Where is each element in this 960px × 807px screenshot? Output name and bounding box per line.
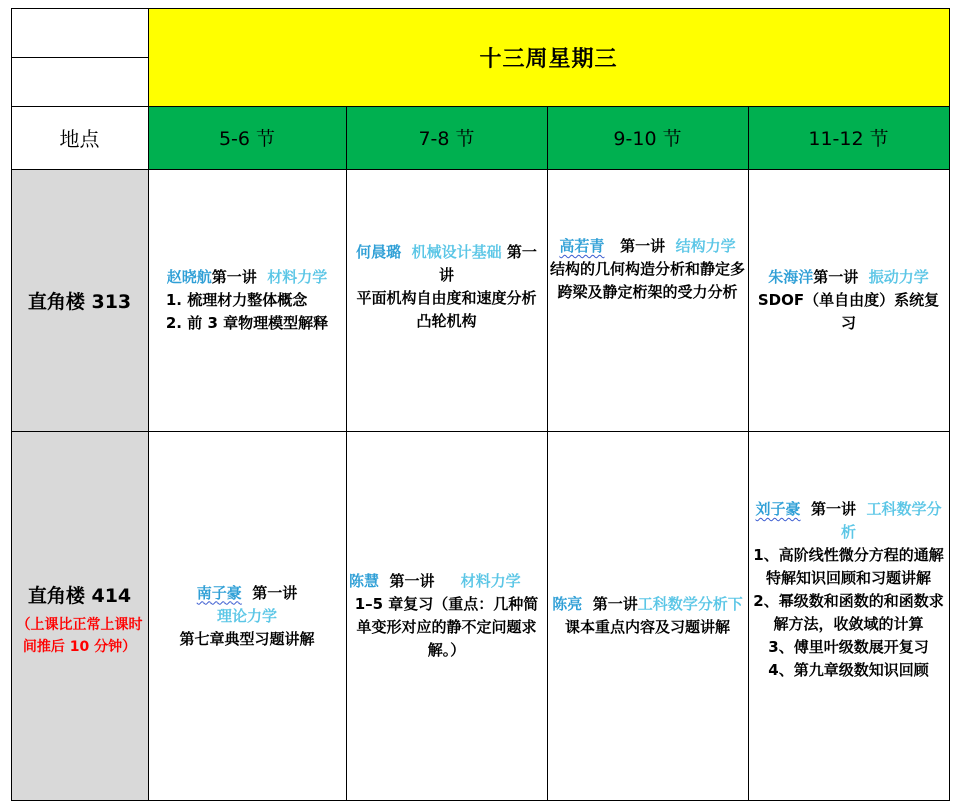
- class-heading: [349, 241, 544, 287]
- lecture-label: 第一讲: [813, 267, 859, 286]
- class-cell-414-p56: [148, 431, 346, 801]
- class-description: 1–5 章复习（重点：几种简单变形对应的静不定问题求解。）: [354, 595, 539, 659]
- topic-item: 3、傅里叶级数展开复习: [768, 638, 929, 656]
- room-name-313: 直角楼 313: [27, 290, 132, 313]
- class-cell-313-p910: [547, 169, 748, 431]
- class-cell-313-p1112: [748, 169, 949, 431]
- lecture-label: 第一讲: [211, 267, 257, 286]
- class-cell-414-p910: [547, 431, 748, 801]
- teacher-name: 陈亮: [552, 595, 583, 613]
- period-header-2: [346, 106, 547, 169]
- location-label: 地点: [59, 127, 100, 151]
- period-header-3: [547, 106, 748, 169]
- class-heading: [550, 235, 745, 258]
- class-heading: [751, 266, 946, 289]
- grid-line: [11, 57, 148, 58]
- topic-item: 1. 梳理材力整体概念: [165, 290, 308, 309]
- grid-line: [748, 106, 749, 801]
- teacher-name: 南子豪: [196, 583, 242, 602]
- course-name: 振动力学: [868, 267, 929, 286]
- lecture-label: 第一讲: [810, 500, 856, 518]
- class-cell-313-p56: [148, 169, 346, 431]
- period-header-1: [148, 106, 346, 169]
- teacher-name: 高若青: [559, 237, 605, 255]
- teacher-name: 朱海洋: [768, 267, 814, 286]
- course-name: 工科数学分析下: [637, 595, 743, 613]
- grid-line: [11, 169, 949, 170]
- grid-line: [547, 106, 548, 801]
- class-heading: [151, 582, 343, 605]
- room-name-414: 直角楼 414: [27, 584, 132, 607]
- class-cell-414-p78: [346, 431, 547, 801]
- class-heading: [349, 570, 544, 593]
- course-name: 材料力学: [460, 572, 521, 590]
- room-cell-414: [11, 431, 148, 801]
- class-description: 课本重点内容及习题讲解: [564, 618, 730, 636]
- class-heading: [550, 593, 745, 616]
- class-description: SDOF（单自由度）系统复习: [757, 290, 940, 332]
- period-label: 7-8 节: [418, 128, 475, 150]
- grid-line: [148, 8, 149, 801]
- course-name: 工科数学分析: [840, 500, 942, 541]
- lecture-label: 第一讲: [438, 243, 537, 284]
- class-cell-414-p1112: [748, 431, 949, 801]
- class-description: 结构的几何构造分析和静定多跨梁及静定桁架的受力分析: [550, 260, 746, 301]
- teacher-name: 赵晓航: [166, 267, 212, 286]
- topic-item: 1、高阶线性微分方程的通解特解知识回顾和习题讲解: [753, 546, 944, 587]
- grid-line: [346, 106, 347, 801]
- class-heading: [751, 498, 946, 544]
- course-line: [151, 605, 343, 628]
- class-heading: [151, 266, 343, 289]
- schedule-title: 十三周星期三: [479, 46, 618, 72]
- room-cell-313: [11, 169, 148, 431]
- teacher-name: 陈慧: [349, 572, 380, 590]
- class-description: 第七章典型习题讲解: [179, 629, 315, 648]
- title-banner: [148, 8, 949, 106]
- period-label: 5-6 节: [218, 128, 276, 150]
- lecture-label: 第一讲: [592, 595, 638, 613]
- room-note-414: （上课比正常上课时间推后 10 分钟）: [16, 616, 143, 655]
- period-header-4: [748, 106, 949, 169]
- grid-line: [11, 8, 12, 801]
- lecture-label: 第一讲: [389, 572, 435, 590]
- location-header: [11, 106, 148, 169]
- grid-line: [11, 106, 949, 107]
- topic-line: 平面机构自由度和速度分析: [356, 289, 537, 307]
- topic-item: 4、第九章级数知识回顾: [768, 661, 929, 679]
- course-name: 机械设计基础: [411, 243, 502, 261]
- grid-line: [11, 431, 949, 432]
- lecture-label: 第一讲: [620, 237, 666, 255]
- course-name: 结构力学: [675, 237, 736, 255]
- topic-line: 凸轮机构: [416, 312, 477, 330]
- period-label: 9-10 节: [613, 128, 682, 150]
- topic-list: [151, 289, 343, 335]
- grid-line: [11, 8, 949, 9]
- course-name: 理论力学: [216, 606, 277, 625]
- topic-item: 2. 前 3 章物理模型解释: [165, 313, 329, 332]
- teacher-name: 何晨璐: [356, 243, 402, 261]
- course-name: 材料力学: [267, 267, 328, 286]
- teacher-name: 刘子豪: [755, 500, 801, 518]
- topic-item: 2、幂级数和函数的和函数求解方法，收敛域的计算: [753, 592, 944, 633]
- grid-line: [11, 800, 949, 801]
- period-label: 11-12 节: [808, 128, 889, 150]
- grid-line: [949, 8, 950, 801]
- class-cell-313-p78: [346, 169, 547, 431]
- lecture-label: 第一讲: [252, 583, 298, 602]
